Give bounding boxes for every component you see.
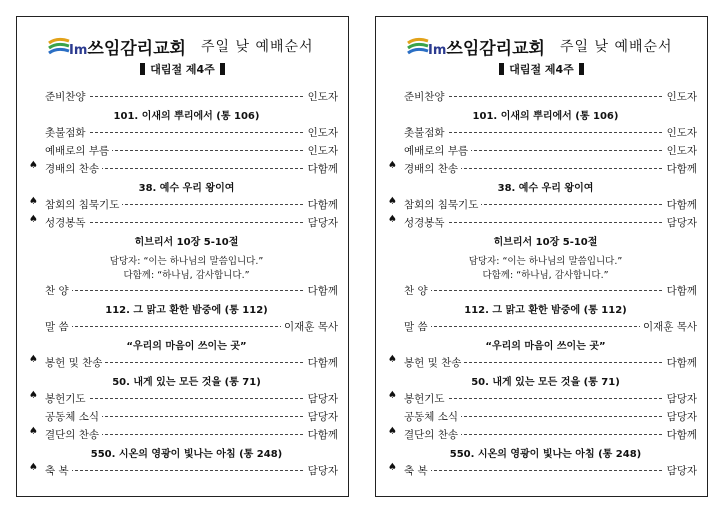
centered-text: “우리의 마음이 쓰이는 곳” [126,341,247,352]
logo-im-text: Im [428,43,447,58]
program-item-leader: 다함께 [305,161,338,176]
program-item-leader: 담당자 [664,391,697,406]
bulletin-header [376,31,707,63]
hymn-or-scripture [394,177,697,195]
program-item-leader: 담당자 [305,391,338,406]
responsive-text: 담당자: “이는 하나님의 말씀입니다.” [109,256,264,267]
program-item-leader: 인도자 [664,89,697,104]
centered-text: 히브리서 10장 5-10절 [134,237,239,248]
order-of-worship [29,87,338,479]
program-item [388,353,697,371]
program-item [35,281,338,299]
program-item [394,141,697,159]
program-item-title: 성경봉독 [404,215,448,230]
program-item [35,317,338,335]
centered-text: 101. 이새의 뿌리에서 (통 106) [113,111,260,122]
week-banner [376,61,707,77]
centered-text: 38. 예수 우리 왕이여 [497,183,594,194]
church-name [428,34,545,59]
bar-mark-left [499,63,504,75]
responsive-line [394,253,697,267]
week-label: 대림절 제4주 [150,63,215,76]
program-item-title: 찬 양 [45,283,72,298]
hymn-or-scripture [35,299,338,317]
centered-text: 112. 그 맑고 환한 밤중에 (통 112) [105,305,268,316]
program-item-title: 말 씀 [404,319,431,334]
church-name [69,34,186,59]
program-item-title: 찬 양 [404,283,431,298]
centered-text: “우리의 마음이 쓰이는 곳” [485,341,606,352]
bulletin-header [17,31,348,63]
hymn-or-scripture [35,371,338,389]
centered-text: 50. 내게 있는 모든 것을 (통 71) [471,377,620,388]
program-item [29,353,338,371]
responsive-line [35,253,338,267]
church-logo-icon [406,35,430,57]
bulletin-page-left [16,16,349,497]
program-item-leader: 다함께 [664,161,697,176]
program-item [394,87,697,105]
centered-text: 50. 내게 있는 모든 것을 (통 71) [112,377,261,388]
church-name-text: 쓰임감리교회 [446,39,545,59]
dotted-leader [45,132,338,133]
dotted-leader [404,222,697,223]
order-of-worship [388,87,697,479]
program-item-leader: 다함께 [664,283,697,298]
program-item [29,213,338,231]
bar-mark-right [220,63,225,75]
program-item [29,195,338,213]
bar-mark-left [140,63,145,75]
spade-icon: ♠ [29,462,38,473]
program-item-title: 결단의 찬송 [404,427,461,442]
week-banner [17,61,348,77]
program-item-title: 경배의 찬송 [404,161,461,176]
program-item-leader: 인도자 [664,143,697,158]
program-item [29,461,338,479]
program-item-title: 봉헌 및 찬송 [45,355,105,370]
program-item-title: 성경봉독 [45,215,89,230]
program-item-leader: 담당자 [664,215,697,230]
program-item-leader: 이재훈 목사 [281,319,338,334]
hymn-or-scripture [35,335,338,353]
logo-im-text: Im [69,43,88,58]
hymn-or-scripture [394,371,697,389]
program-item-title: 공동체 소식 [45,409,102,424]
hymn-or-scripture [394,443,697,461]
service-title: 주일 낮 예배순서 [201,39,314,55]
program-item-title: 경배의 찬송 [45,161,102,176]
program-item-leader: 인도자 [305,125,338,140]
program-item-leader: 다함께 [305,355,338,370]
hymn-or-scripture [394,335,697,353]
program-item [29,425,338,443]
program-item [35,407,338,425]
program-item [388,213,697,231]
program-item [394,317,697,335]
dotted-leader [404,470,697,471]
program-item-title: 예배로의 부름 [45,143,112,158]
program-item [394,281,697,299]
program-item [29,389,338,407]
program-item-leader: 다함께 [664,427,697,442]
program-item [388,461,697,479]
spade-icon: ♠ [388,390,397,401]
centered-text: 38. 예수 우리 왕이여 [138,183,235,194]
program-item [388,425,697,443]
program-item-leader: 이재훈 목사 [640,319,697,334]
responsive-text: 다함께: “하나님, 감사합니다.” [482,270,609,281]
program-item-title: 봉헌기도 [404,391,448,406]
program-item [29,159,338,177]
program-item [388,195,697,213]
program-item-title: 봉헌 및 찬송 [404,355,464,370]
church-logo-icon [47,35,71,57]
responsive-line [35,267,338,281]
program-item-leader: 담당자 [305,215,338,230]
spade-icon: ♠ [29,196,38,207]
centered-text: 112. 그 맑고 환한 밤중에 (통 112) [464,305,627,316]
hymn-or-scripture [35,105,338,123]
spade-icon: ♠ [388,214,397,225]
dotted-leader [45,96,338,97]
responsive-text: 다함께: “하나님, 감사합니다.” [123,270,250,281]
program-item-title: 결단의 찬송 [45,427,102,442]
program-item-title: 준비찬양 [45,89,89,104]
dotted-leader [45,290,338,291]
program-item-title: 촛불점화 [45,125,89,140]
spade-icon: ♠ [29,160,38,171]
dotted-leader [404,290,697,291]
bar-mark-right [579,63,584,75]
program-item-title: 예배로의 부름 [404,143,471,158]
hymn-or-scripture [394,105,697,123]
spade-icon: ♠ [29,390,38,401]
program-item-leader: 인도자 [664,125,697,140]
hymn-or-scripture [394,231,697,249]
program-item-title: 축 복 [45,463,72,478]
spade-icon: ♠ [388,160,397,171]
program-item-title: 참회의 침묵기도 [404,197,481,212]
spade-icon: ♠ [388,354,397,365]
program-item-title: 참회의 침묵기도 [45,197,122,212]
church-name-text: 쓰임감리교회 [87,39,186,59]
dotted-leader [45,398,338,399]
spade-icon: ♠ [29,214,38,225]
dotted-leader [404,132,697,133]
program-item-leader: 인도자 [305,89,338,104]
program-item [394,407,697,425]
spade-icon: ♠ [388,196,397,207]
hymn-or-scripture [35,443,338,461]
program-item-title: 촛불점화 [404,125,448,140]
program-item-title: 준비찬양 [404,89,448,104]
dotted-leader [404,96,697,97]
hymn-or-scripture [35,177,338,195]
program-item-leader: 담당자 [305,463,338,478]
program-item-title: 말 씀 [45,319,72,334]
spade-icon: ♠ [388,426,397,437]
program-item-leader: 다함께 [664,355,697,370]
program-item-leader: 다함께 [305,197,338,212]
program-item [35,123,338,141]
program-item-leader: 다함께 [664,197,697,212]
week-label: 대림절 제4주 [509,63,574,76]
centered-text: 101. 이새의 뿌리에서 (통 106) [472,111,619,122]
program-item-leader: 담당자 [664,409,697,424]
bulletin-page-right [375,16,708,497]
spade-icon: ♠ [29,354,38,365]
program-item-leader: 담당자 [305,409,338,424]
centered-text: 550. 시온의 영광이 빛나는 아침 (통 248) [90,449,283,460]
responsive-line [394,267,697,281]
dotted-leader [45,470,338,471]
spade-icon: ♠ [388,462,397,473]
centered-text: 히브리서 10장 5-10절 [493,237,598,248]
dotted-leader [404,398,697,399]
program-item-leader: 다함께 [305,427,338,442]
program-item-leader: 인도자 [305,143,338,158]
program-item [388,389,697,407]
centered-text: 550. 시온의 영광이 빛나는 아침 (통 248) [449,449,642,460]
program-item-leader: 담당자 [664,463,697,478]
dotted-leader [45,222,338,223]
service-title: 주일 낮 예배순서 [560,39,673,55]
hymn-or-scripture [394,299,697,317]
program-item [35,87,338,105]
program-item [35,141,338,159]
program-item-title: 축 복 [404,463,431,478]
program-item-title: 공동체 소식 [404,409,461,424]
program-item-title: 봉헌기도 [45,391,89,406]
hymn-or-scripture [35,231,338,249]
spade-icon: ♠ [29,426,38,437]
program-item [394,123,697,141]
program-item-leader: 다함께 [305,283,338,298]
responsive-text: 담당자: “이는 하나님의 말씀입니다.” [468,256,623,267]
program-item [388,159,697,177]
